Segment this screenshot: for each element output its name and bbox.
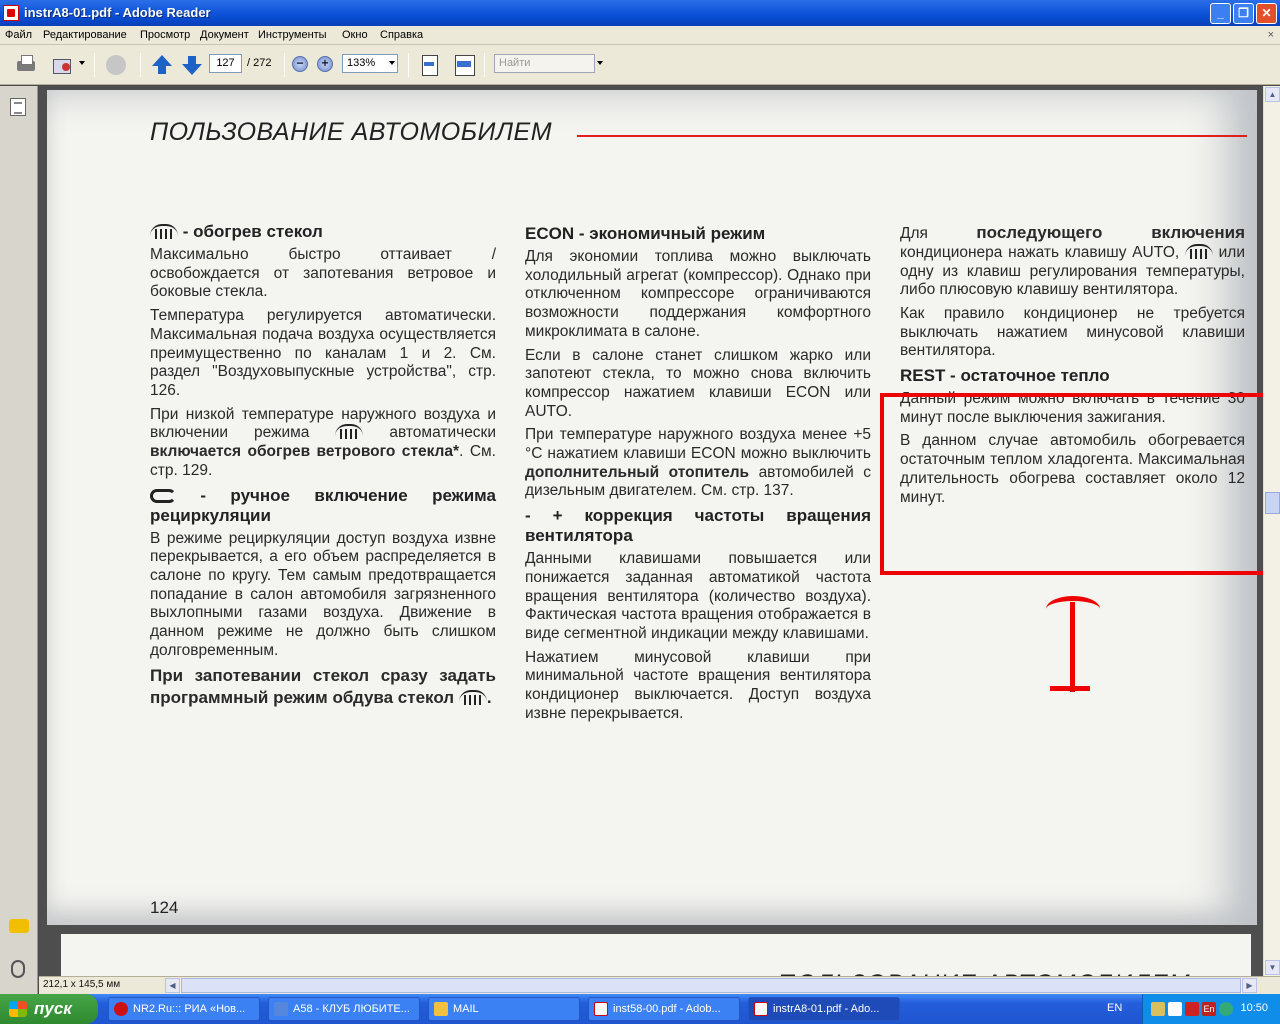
task-label: MAIL <box>453 1003 479 1015</box>
paragraph <box>150 406 496 481</box>
clock: 10:50 <box>1240 1002 1268 1014</box>
paragraph: Для экономии топлива можно выключать холодильный агрегат (компрессор). Однако при отключенном компрессоре ограничиваются возможности поддержания комфортного микроклимата в салоне. <box>525 248 871 340</box>
text-span: При низкой температуре наружного воздуха и включении режима <box>150 405 496 442</box>
defrost-icon <box>335 424 363 442</box>
email-icon[interactable] <box>50 53 74 77</box>
folder-icon <box>434 1002 448 1016</box>
highlight-arrow-base <box>1050 686 1090 691</box>
navigation-pane <box>0 86 38 996</box>
taskbar-item-opera[interactable] <box>108 997 260 1021</box>
paragraph: Если в салоне станет слишком жарко или запотеют стекла, то можно снова включить компрессор нажатием клавиши ECON или AUTO. <box>525 346 871 420</box>
text-column-1 <box>150 222 496 714</box>
adobe-reader-icon <box>3 5 19 21</box>
defrost-icon <box>459 690 487 708</box>
language-indicator[interactable]: EN <box>1107 1002 1123 1014</box>
taskbar-item-pdf-2[interactable] <box>748 997 900 1021</box>
vertical-scrollbar[interactable] <box>1263 86 1280 976</box>
rest-heading: REST - остаточное тепло <box>900 366 1110 386</box>
pages-panel-icon[interactable] <box>10 98 26 116</box>
paragraph: В режиме рециркуляции доступ воздуха извне перекрывается, а его объем распределяется в салоне по кругу. Тем самым предотвращается попадание в салон автомобиля загрязненного выхлопными газами воздуха. Движение в данном режиме не должно быть слишком долговременным. <box>150 529 496 659</box>
text-span: Для <box>900 225 928 242</box>
chevron-down-icon <box>389 61 395 65</box>
zoom-value: 133% <box>347 57 376 69</box>
taskbar-item-mail[interactable] <box>428 997 580 1021</box>
start-button[interactable] <box>0 994 98 1024</box>
menu-edit[interactable]: Редактирование <box>43 29 127 41</box>
page-number: 124 <box>150 898 179 917</box>
scroll-right-icon[interactable]: ▶ <box>1242 978 1257 993</box>
task-label: instrA8-01.pdf - Ado... <box>773 1003 880 1015</box>
comments-icon[interactable] <box>9 919 29 933</box>
fit-width-icon[interactable] <box>452 53 476 77</box>
paragraph: Как правило кондиционер не требуется выключать нажатием минусовой клавиши вентилятора. <box>900 304 1245 360</box>
toolbar-separator <box>408 53 409 77</box>
scroll-left-icon[interactable]: ◀ <box>165 978 180 993</box>
taskbar-item-club[interactable] <box>268 997 420 1021</box>
volume-icon[interactable] <box>1219 1002 1233 1016</box>
find-input[interactable]: Найти <box>494 54 595 73</box>
document-close-icon[interactable]: × <box>1267 29 1274 41</box>
defrost-title: - обогрев стекол <box>182 222 323 241</box>
windows-logo-icon <box>9 1001 27 1017</box>
minimize-button[interactable]: _ <box>1210 3 1231 24</box>
menu-window[interactable]: Окно <box>342 29 368 41</box>
text-span: кондиционера нажать клавишу AUTO, <box>900 243 1180 261</box>
highlight-arrow-shaft <box>1070 602 1075 692</box>
page-size-label: 212,1 x 145,5 мм <box>43 979 121 990</box>
start-label: пуск <box>34 999 72 1018</box>
opera-icon <box>114 1002 128 1016</box>
paragraph: Нажатием минусовой клавиши при минимальной частоте вращения вентилятора кондиционер выключается. Доступ воздуха извне перекрывается. <box>525 648 871 722</box>
status-bar <box>39 976 1280 994</box>
browser-icon <box>274 1002 288 1016</box>
network-icon[interactable] <box>1151 1002 1165 1016</box>
page-number-input[interactable]: 127 <box>209 54 242 73</box>
menu-bar <box>0 26 1280 45</box>
recirculation-heading <box>150 486 496 526</box>
page-total: / 272 <box>247 57 272 69</box>
zoom-in-icon[interactable]: + <box>317 56 333 72</box>
menu-file[interactable]: Файл <box>5 29 33 41</box>
menu-view[interactable]: Просмотр <box>140 29 191 41</box>
toolbar-separator <box>484 53 485 77</box>
header-rule <box>577 135 1247 137</box>
text-span: или одну из клавиш регулирования температуры, либо плюсовую клавишу вентилятора. <box>900 243 1245 299</box>
paragraph: В данном случае автомобиль обогревается остаточным теплом хладогента. Максимальная длительность обогрева составляет около 12 минут. <box>900 432 1245 506</box>
recirculation-icon <box>150 489 176 503</box>
toolbar-separator <box>284 53 285 77</box>
menu-document[interactable]: Документ <box>200 29 249 41</box>
title-bar <box>0 0 1280 26</box>
defrost-heading <box>150 222 496 242</box>
page-header: ПОЛЬЗОВАНИЕ АВТОМОБИЛЕМ <box>150 118 553 146</box>
pdf-icon <box>754 1002 768 1016</box>
pdf-page <box>47 90 1257 925</box>
text-span: . См. стр. 129. <box>150 443 496 479</box>
scroll-thumb[interactable] <box>1265 492 1280 514</box>
zoom-select[interactable] <box>342 54 398 73</box>
chevron-down-icon[interactable] <box>597 61 603 65</box>
hand-tool-icon[interactable] <box>104 53 128 77</box>
keyboard-layout-icon[interactable]: En <box>1203 1004 1215 1014</box>
taskbar <box>0 994 1280 1024</box>
chevron-down-icon[interactable] <box>79 61 85 65</box>
attachments-icon[interactable] <box>11 960 25 978</box>
paragraph: Максимально быстро оттаивает / освобождается от запотевания ветровое и боковые стекла. <box>150 246 496 301</box>
window-title: instrA8-01.pdf - Adobe Reader <box>24 5 211 20</box>
text-span: При запотевании стекол сразу задать программный режим обдува стекол <box>150 666 496 708</box>
paragraph <box>150 665 496 709</box>
menu-help[interactable]: Справка <box>380 29 424 41</box>
antivirus-icon[interactable] <box>1185 1002 1199 1016</box>
maximize-button[interactable]: ❐ <box>1233 3 1254 24</box>
close-button[interactable]: ✕ <box>1256 3 1277 24</box>
toolbar-separator <box>140 53 141 77</box>
task-label: inst58-00.pdf - Adob... <box>613 1003 721 1015</box>
text-span: включается обогрев ветрового стекла* <box>150 443 460 461</box>
pdf-icon <box>594 1002 608 1016</box>
recirculation-title: - ручное включение режима рециркуляции <box>150 485 496 525</box>
taskbar-item-pdf-1[interactable] <box>588 997 740 1021</box>
previous-page-icon[interactable] <box>150 53 174 77</box>
next-page-icon[interactable] <box>180 53 204 77</box>
fit-page-icon[interactable] <box>418 53 442 77</box>
text-span: При температуре наружного воздуха менее +5 °C нажатием клавиши ECON можно выключить <box>525 426 871 463</box>
scroll-up-icon[interactable]: ▲ <box>1265 87 1280 102</box>
menu-tools[interactable]: Инструменты <box>258 29 327 41</box>
paragraph: Данный режим можно включать в течение 30 минут после выключения зажигания. <box>900 390 1245 426</box>
scroll-thumb[interactable] <box>181 978 1241 993</box>
paragraph: Температура регулируется автоматически. Максимальная подача воздуха осуществляется преимущественно по каналам 1 и 2. См. раздел "Воздуховыпускные устройства", стр. 126. <box>150 307 496 399</box>
paragraph: Данными клавишами повышается или понижается заданная автоматикой частота вращения вентилятора (количество воздуха). Фактическая частота вращения отображается в виде сегментной индикации между клавишами. <box>525 550 871 642</box>
econ-heading: ECON - экономичный режим <box>525 224 766 243</box>
print-icon[interactable] <box>14 53 38 77</box>
text-span: автомобилей с дизельным двигателем. См. стр. 137. <box>525 463 871 500</box>
scroll-down-icon[interactable]: ▼ <box>1265 960 1280 975</box>
toolbar <box>0 45 1280 85</box>
horizontal-scrollbar[interactable] <box>165 978 1257 993</box>
text-column-2 <box>525 224 871 728</box>
highlight-annotation-box <box>880 393 1265 575</box>
system-tray <box>1142 994 1280 1024</box>
task-label: NR2.Ru::: РИА «Нов... <box>133 1003 246 1015</box>
text-span: дополнительный отопитель <box>525 463 750 481</box>
text-span: автоматически <box>389 424 496 442</box>
zoom-out-icon[interactable]: − <box>292 56 308 72</box>
text-span: последующего включения <box>976 223 1245 242</box>
defrost-icon <box>150 224 178 242</box>
mail-icon[interactable] <box>1168 1002 1182 1016</box>
paragraph <box>900 224 1245 300</box>
defrost-icon <box>1185 244 1213 262</box>
paragraph <box>525 426 871 501</box>
toolbar-separator <box>94 53 95 77</box>
text-span: . <box>486 688 492 708</box>
fan-speed-heading: - + коррекция частоты вращения вентилятора <box>525 506 871 546</box>
task-label: A58 - КЛУБ ЛЮБИТЕ... <box>293 1003 410 1015</box>
document-viewport[interactable] <box>39 86 1263 976</box>
